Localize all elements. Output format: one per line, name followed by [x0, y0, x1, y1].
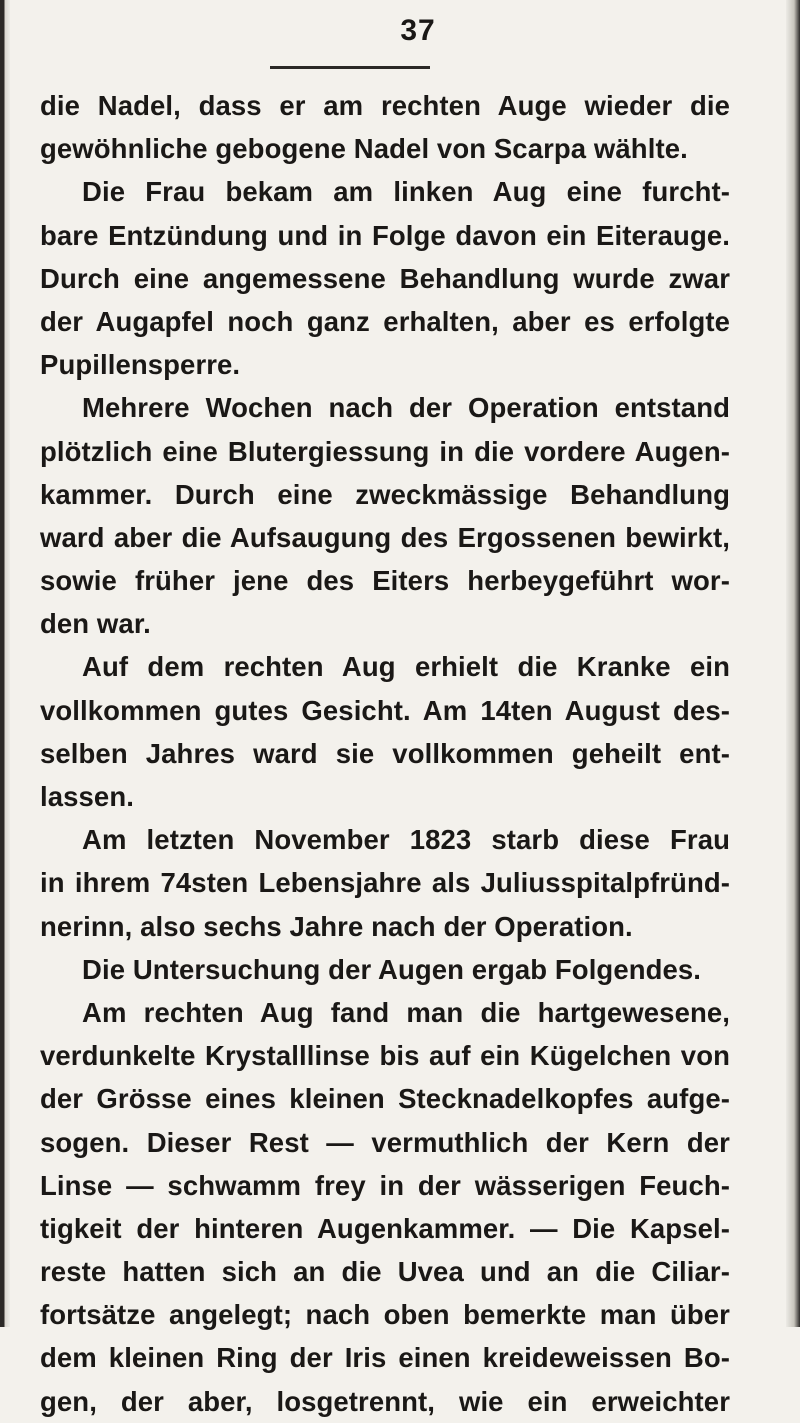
text-line: der Grösse eines kleinen Stecknadelkopfes aufge-	[40, 1083, 730, 1115]
text-line: Pupillensperre.	[40, 349, 241, 381]
text-line: dem kleinen Ring der Iris einen kreideweissen Bo-	[40, 1342, 730, 1374]
text-line: Auf dem rechten Aug erhielt die Kranke ein	[82, 651, 730, 683]
text-line: Linse — schwamm frey in der wässerigen Feuch-	[40, 1169, 730, 1201]
text-line: in ihrem 74sten Lebensjahre als Juliusspitalpfründ-	[40, 867, 730, 899]
text-line: gewöhnliche gebogene Nadel von Scarpa wählte.	[40, 133, 688, 165]
text-line: bare Entzündung und in Folge davon ein Eiterauge.	[40, 219, 730, 251]
text-line: sowie früher jene des Eiters herbeygeführt wor-	[40, 565, 730, 597]
page-edge-left	[0, 0, 10, 1327]
text-line: Am rechten Aug fand man die hartgewesene,	[82, 996, 730, 1028]
text-line: ward aber die Aufsaugung des Ergossenen bewirkt,	[40, 521, 730, 553]
text-line: verdunkelte Krystalllinse bis auf ein Kügelchen von	[40, 1040, 730, 1072]
text-line: die Nadel, dass er am rechten Auge wieder die	[40, 90, 730, 121]
text-line: Die Untersuchung der Augen ergab Folgendes.	[82, 953, 702, 985]
page-edge-right	[786, 0, 800, 1327]
text-line: Mehrere Wochen nach der Operation entstand	[82, 392, 730, 424]
header-rule	[270, 66, 430, 69]
text-line: nerinn, also sechs Jahre nach der Operation.	[40, 910, 633, 942]
text-line: selben Jahres ward sie vollkommen geheilt ent-	[40, 737, 730, 769]
text-line: Die Frau bekam am linken Aug eine furcht-	[82, 176, 730, 208]
body-text	[40, 84, 730, 1423]
text-line: fortsätze angelegt; nach oben bemerkte man über	[40, 1299, 730, 1331]
text-line: vollkommen gutes Gesicht. Am 14ten August des-	[40, 694, 730, 726]
text-line: der Augapfel noch ganz erhalten, aber es erfolgte	[40, 305, 730, 337]
text-line: reste hatten sich an die Uvea und an die Ciliar-	[40, 1256, 730, 1288]
page-number: 37	[400, 14, 436, 47]
text-line: kammer. Durch eine zweckmässige Behandlung	[40, 478, 730, 510]
text-line: den war.	[40, 608, 151, 640]
text-line: sogen. Dieser Rest — vermuthlich der Kern der	[40, 1126, 730, 1158]
text-line: gen, der aber, losgetrennt, wie ein erweichter	[40, 1385, 730, 1417]
text-line: Am letzten November 1823 starb diese Frau	[82, 824, 730, 856]
text-line: Durch eine angemessene Behandlung wurde zwar	[40, 262, 730, 294]
text-line: tigkeit der hinteren Augenkammer. — Die Kapsel-	[40, 1212, 730, 1244]
text-line: plötzlich eine Blutergiessung in die vordere Augen-	[40, 435, 730, 467]
text-line: lassen.	[40, 781, 134, 812]
